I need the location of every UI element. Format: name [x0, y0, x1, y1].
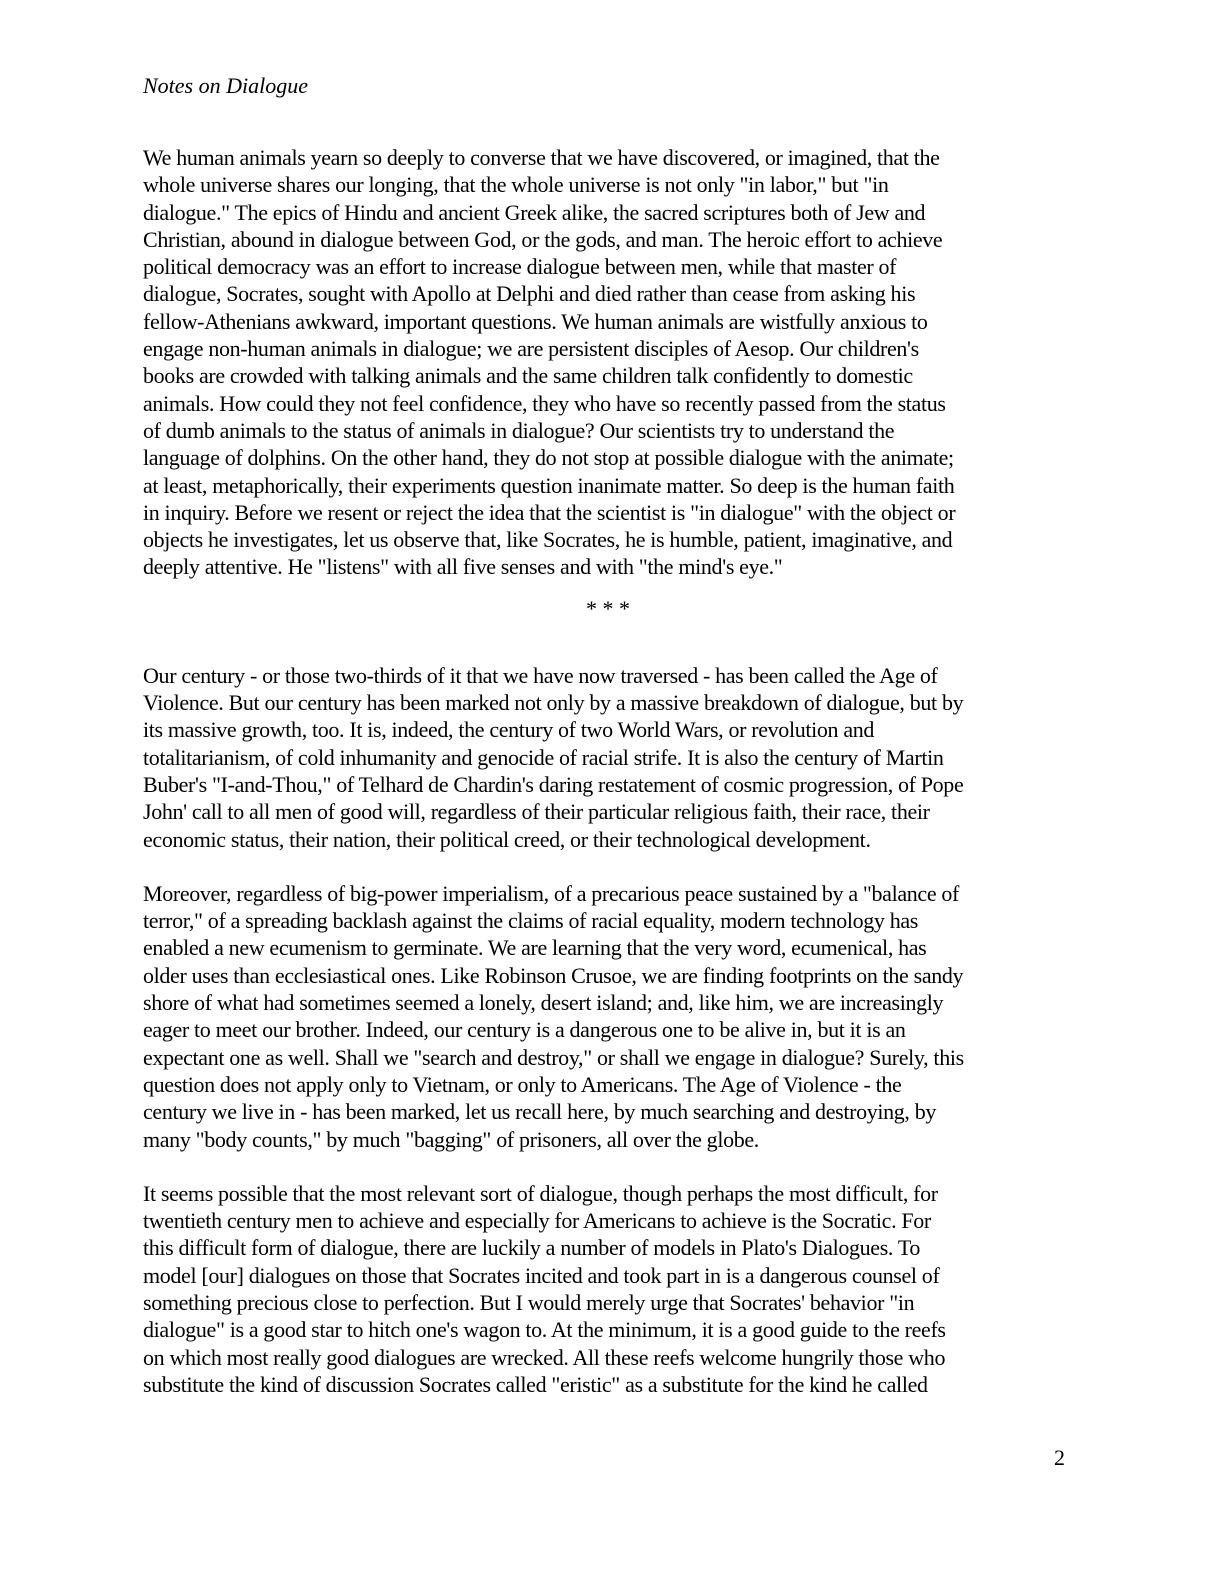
page-number: 2 — [1054, 1445, 1065, 1470]
text-line: this difficult form of dialogue, there are luckily a number of models in Plato's Dialogues. To — [143, 1235, 921, 1261]
text-line: Our century - or those two-thirds of it that we have now traversed - has been called the Age of — [143, 662, 938, 688]
body-text — [143, 144, 1073, 1398]
paragraph-1 — [143, 144, 1073, 581]
text-line: engage non-human animals in dialogue; we are persistent disciples of Aesop. Our children's — [143, 336, 919, 362]
text-line: of dumb animals to the status of animals in dialogue? Our scientists try to understand the — [143, 417, 895, 443]
text-line: Christian, abound in dialogue between God, or the gods, and man. The heroic effort to achieve — [143, 226, 943, 252]
text-line: books are crowded with talking animals and the same children talk confidently to domestic — [143, 363, 913, 389]
text-line: dialogue, Socrates, sought with Apollo at Delphi and died rather than cease from asking his — [143, 281, 916, 307]
text-line: older uses than ecclesiastical ones. Like Robinson Crusoe, we are finding footprints on the sandy — [143, 962, 964, 988]
text-line: dialogue" is a good star to hitch one's wagon to. At the minimum, it is a good guide to the reefs — [143, 1317, 946, 1343]
text-line: dialogue." The epics of Hindu and ancient Greek alike, the sacred scriptures both of Jew and — [143, 199, 926, 225]
text-line: objects he investigates, let us observe that, like Socrates, he is humble, patient, imaginative, and — [143, 527, 953, 553]
text-line: eager to meet our brother. Indeed, our century is a dangerous one to be alive in, but it is an — [143, 1017, 906, 1043]
text-line: language of dolphins. On the other hand, they do not stop at possible dialogue with the animate; — [143, 445, 954, 471]
text-line: Buber's "I-and-Thou," of Telhard de Chardin's daring restatement of cosmic progression, of Pope — [143, 771, 964, 797]
paragraph-3 — [143, 880, 1073, 1153]
text-line: It seems possible that the most relevant sort of dialogue, though perhaps the most difficult, for — [143, 1180, 938, 1206]
text-line: many "body counts," by much "bagging" of prisoners, all over the globe. — [143, 1126, 759, 1152]
text-line: question does not apply only to Vietnam, or only to Americans. The Age of Violence - the — [143, 1071, 902, 1097]
text-line: shore of what had sometimes seemed a lonely, desert island; and, like him, we are increasingly — [143, 990, 944, 1016]
text-line: terror," of a spreading backlash against the claims of racial equality, modern technology has — [143, 908, 919, 934]
text-line: on which most really good dialogues are wrecked. All these reefs welcome hungrily those who — [143, 1344, 946, 1370]
paragraph-4 — [143, 1180, 1073, 1398]
paragraph-2 — [143, 662, 1073, 853]
paragraph-spacer — [143, 1153, 1073, 1180]
section-separator: * * * — [586, 595, 630, 621]
text-line: fellow-Athenians awkward, important questions. We human animals are wistfully anxious to — [143, 308, 928, 334]
text-line: at least, metaphorically, their experiments question inanimate matter. So deep is the human faith — [143, 472, 955, 498]
paragraph-spacer — [143, 853, 1073, 880]
text-line: John' call to all men of good will, regardless of their particular religious faith, their race, their — [143, 799, 930, 825]
text-line: twentieth century men to achieve and especially for Americans to achieve is the Socratic. For — [143, 1208, 931, 1234]
text-line: enabled a new ecumenism to germinate. We are learning that the very word, ecumenical, has — [143, 935, 927, 961]
text-line: whole universe shares our longing, that the whole universe is not only "in labor," but "in — [143, 172, 889, 198]
text-line: century we live in - has been marked, let us recall here, by much searching and destroying, by — [143, 1099, 937, 1125]
text-line: in inquiry. Before we resent or reject the idea that the scientist is "in dialogue" with the object or — [143, 499, 956, 525]
text-line: animals. How could they not feel confidence, they who have so recently passed from the status — [143, 390, 946, 416]
text-line: its massive growth, too. It is, indeed, the century of two World Wars, or revolution and — [143, 717, 875, 743]
text-line: We human animals yearn so deeply to converse that we have discovered, or imagined, that the — [143, 145, 940, 170]
text-line: deeply attentive. He "listens" with all five senses and with "the mind's eye." — [143, 554, 783, 580]
text-line: something precious close to perfection. But I would merely urge that Socrates' behavior "in — [143, 1289, 915, 1315]
text-line: model [our] dialogues on those that Socrates incited and took part in is a dangerous counsel of — [143, 1262, 940, 1288]
text-line: Violence. But our century has been marked not only by a massive breakdown of dialogue, but by — [143, 690, 964, 716]
text-line: expectant one as well. Shall we "search and destroy," or shall we engage in dialogue? Surely, this — [143, 1044, 964, 1070]
text-line: Moreover, regardless of big-power imperialism, of a precarious peace sustained by a "balance of — [143, 880, 960, 906]
text-line: economic status, their nation, their political creed, or their technological development. — [143, 826, 871, 852]
text-line: political democracy was an effort to increase dialogue between men, while that master of — [143, 254, 897, 280]
running-header-title: Notes on Dialogue — [143, 73, 308, 98]
text-line: substitute the kind of discussion Socrates called "eristic" as a substitute for the kind he called — [143, 1371, 928, 1397]
text-line: totalitarianism, of cold inhumanity and genocide of racial strife. It is also the century of Martin — [143, 744, 944, 770]
paragraph-spacer — [143, 635, 1073, 662]
